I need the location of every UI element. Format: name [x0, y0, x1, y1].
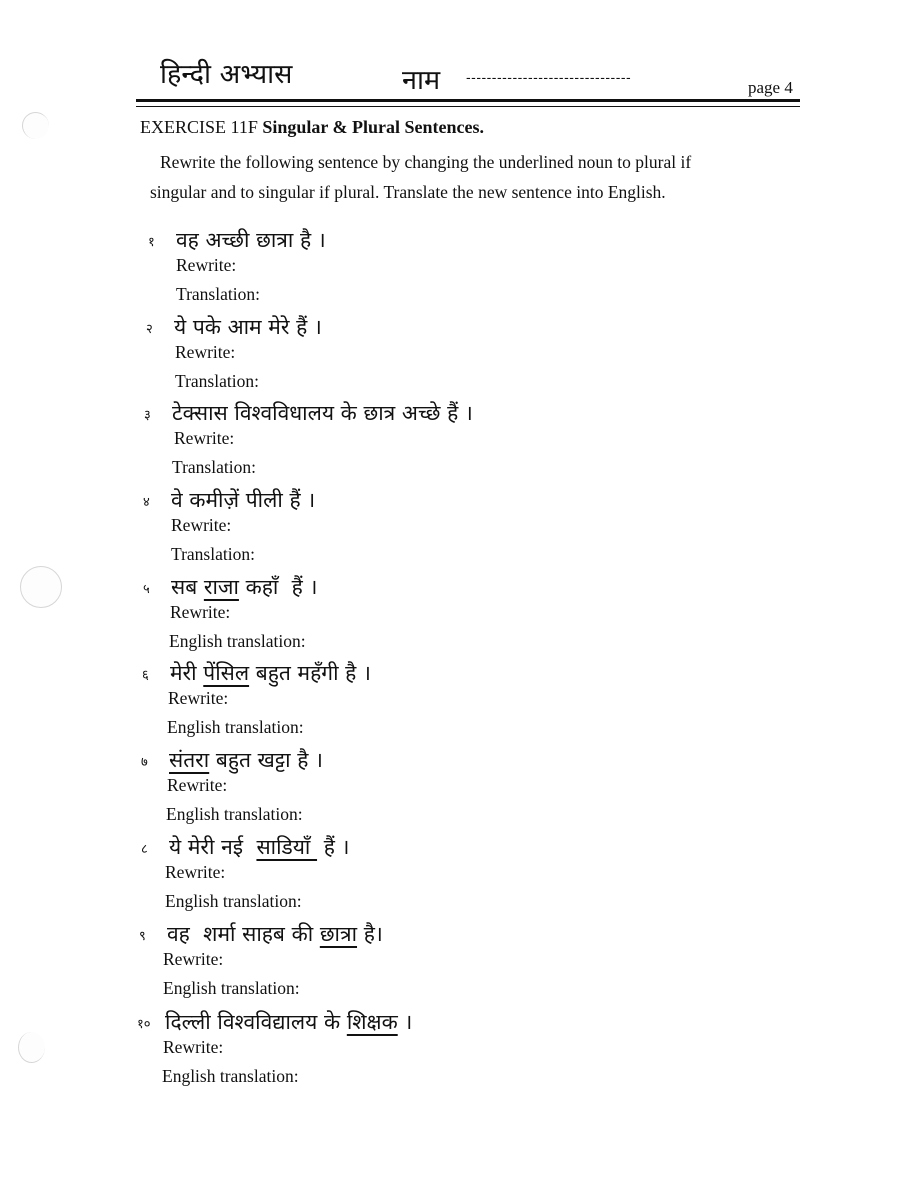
sentence-text: दिल्ली विश्वविद्यालय के	[165, 1010, 347, 1034]
punch-hole-mark	[22, 112, 49, 139]
hindi-sentence	[170, 659, 371, 687]
punch-hole-mark	[20, 566, 62, 608]
sentence-text: वे कमीज़ें पीली हैं ।	[171, 488, 316, 512]
item-number: ८	[141, 842, 148, 857]
underlined-noun: संतरा	[169, 748, 210, 772]
sentence-text: टेक्सास विश्वविधालय के छात्र अच्छे हैं ।	[172, 401, 473, 425]
rewrite-prompt: Rewrite:	[168, 688, 229, 708]
name-line: --------------------------------	[466, 69, 632, 85]
sentence-text: कहाँ हैं ।	[238, 575, 318, 599]
page-number: page 4	[748, 78, 793, 97]
instruction-line: singular and to singular if plural. Translate the new sentence into English.	[150, 182, 666, 202]
translation-prompt: Translation:	[175, 371, 259, 391]
translation-prompt: English translation:	[167, 717, 304, 737]
exercise-code: EXERCISE 11F	[140, 117, 258, 137]
translation-prompt: Translation:	[172, 457, 256, 477]
sentence-text: बहुत खट्टा है ।	[209, 748, 324, 772]
translation-prompt: English translation:	[169, 631, 306, 651]
rewrite-prompt: Rewrite:	[170, 602, 231, 622]
hindi-sentence	[171, 573, 317, 601]
underlined-noun: शिक्षक	[346, 1010, 398, 1034]
hindi-sentence	[171, 486, 315, 514]
rewrite-prompt: Rewrite:	[163, 1037, 224, 1057]
rewrite-prompt: Rewrite:	[174, 428, 235, 448]
exercise-title: Singular & Plural Sentences.	[262, 117, 485, 137]
hindi-sentence	[169, 746, 323, 774]
exercise-heading	[140, 117, 484, 138]
item-number: १०	[137, 1017, 151, 1032]
rewrite-prompt: Rewrite:	[171, 515, 232, 535]
item-number: ६	[142, 668, 149, 683]
translation-prompt: English translation:	[163, 978, 300, 998]
sentence-text: है।	[357, 922, 383, 946]
translation-prompt: English translation:	[166, 804, 303, 824]
rewrite-prompt: Rewrite:	[165, 862, 226, 882]
hindi-sentence	[167, 920, 383, 948]
rewrite-prompt: Rewrite:	[176, 255, 237, 275]
sentence-text: वह शर्मा साहब की	[167, 922, 320, 946]
rewrite-prompt: Rewrite:	[163, 949, 224, 969]
sentence-text: ये मेरी नई	[169, 835, 257, 859]
sentence-text: ये पके आम मेरे हैं ।	[174, 315, 322, 339]
translation-prompt: Translation:	[171, 544, 255, 564]
hindi-sentence	[165, 1008, 412, 1036]
item-number: ९	[139, 929, 146, 944]
header-rule-thin	[136, 106, 800, 107]
name-label: नाम	[402, 65, 441, 96]
underlined-noun: पेंसिल	[203, 661, 250, 685]
item-number: १	[148, 235, 155, 250]
sentence-text: मेरी	[170, 661, 204, 685]
sentence-text: ।	[397, 1010, 413, 1034]
translation-prompt: Translation:	[176, 284, 260, 304]
item-number: ७	[141, 755, 148, 770]
sentence-text: हैं ।	[317, 835, 350, 859]
item-number: ४	[143, 495, 150, 510]
item-number: ३	[144, 408, 151, 423]
rewrite-prompt: Rewrite:	[167, 775, 228, 795]
item-number: २	[146, 322, 153, 337]
punch-hole-mark	[18, 1032, 45, 1063]
underlined-noun: साडियाँ	[256, 835, 318, 859]
rewrite-prompt: Rewrite:	[175, 342, 236, 362]
translation-prompt: English translation:	[165, 891, 302, 911]
worksheet-title: हिन्दी अभ्यास	[160, 59, 293, 90]
exercise-instructions	[150, 147, 790, 207]
sentence-text: वह अच्छी छात्रा है ।	[176, 228, 326, 252]
item-number: ५	[143, 582, 150, 597]
header-rule-thick	[136, 99, 800, 102]
hindi-sentence	[174, 313, 322, 341]
instruction-line: Rewrite the following sentence by changing the underlined noun to plural if	[160, 152, 692, 172]
underlined-noun: राजा	[203, 575, 239, 599]
hindi-sentence	[172, 399, 473, 427]
hindi-sentence	[176, 226, 326, 254]
sentence-text: सब	[171, 575, 204, 599]
sentence-text: बहुत महँगी है ।	[249, 661, 371, 685]
underlined-noun: छात्रा	[319, 922, 358, 946]
hindi-sentence	[169, 833, 350, 861]
translation-prompt: English translation:	[162, 1066, 299, 1086]
